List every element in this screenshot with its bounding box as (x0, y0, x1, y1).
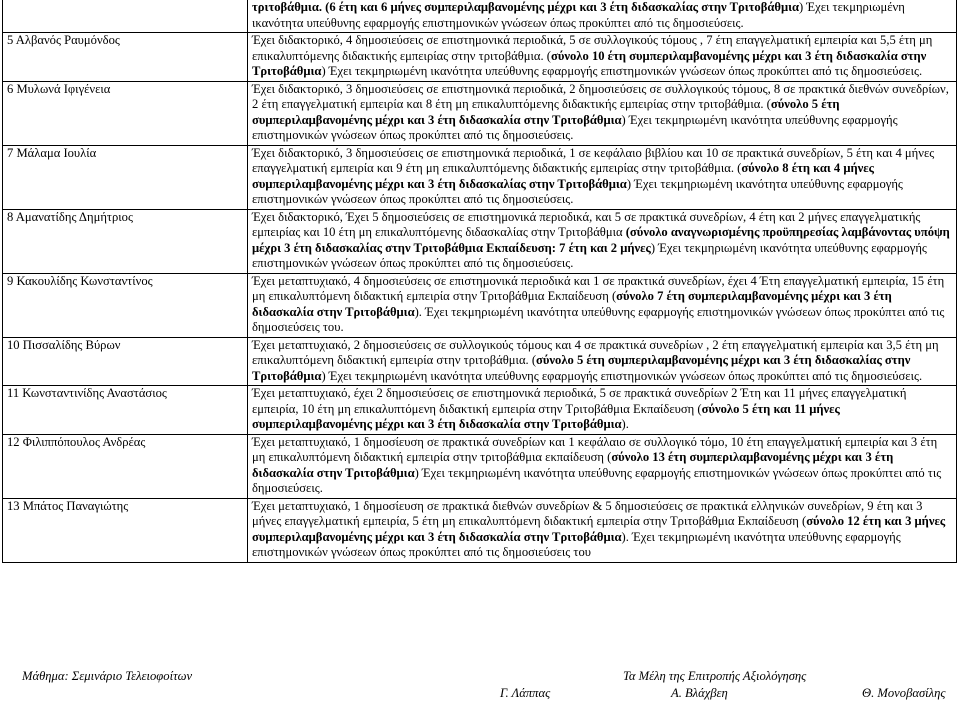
qualification-text: ). (621, 417, 629, 431)
table-row (3, 33, 957, 82)
candidate-name-cell: 7 Μάλαμα Ιουλία (3, 145, 248, 209)
qualification-text: Έχει διδακτορικό, 4 δημοσιεύσεις σε επιστημονικά περιοδικά, 5 σε συλλογικούς τόμους , 7 έτη επαγγελματική εμπειρία και 5,5 έτη μη επικαλυπτόμενης διδακτικής εμπειρίας στην τριτοβάθμια. ( (252, 33, 933, 63)
qualifications-cell (248, 273, 957, 337)
qualification-summary-text: τριτοβάθμια. (6 έτη και 6 μήνες συμπεριλαμβανομένης μέχρι και 3 έτη διδασκαλίας στην Τριτοβάθμια (252, 0, 800, 14)
qualifications-cell (248, 0, 957, 33)
candidate-name-cell: 11 Κωνσταντινίδης Αναστάσιος (3, 386, 248, 435)
qualification-text: ). Έχει τεκμηριωμένη ικανότητα υπεύθυνης εφαρμογής επιστημονικών γνώσεων όπως προκύπτει από τις δημοσιεύσεις του. (252, 304, 945, 334)
qualifications-cell (248, 81, 957, 145)
table-row (3, 273, 957, 337)
footer-line-2 (0, 686, 960, 701)
qualifications-cell (248, 209, 957, 273)
qualification-text: Έχει μεταπτυχιακό, 1 δημοσίευση σε πρακτικά συνεδρίων και 1 κεφάλαιο σε συλλογικό τόμο, 10 έτη επαγγελματική εμπειρία και 3 έτη μη επικαλυπτόμενη διδακτική εμπειρία στην τριτοβάθμια εκπαίδευση ( (252, 434, 938, 464)
candidate-name-cell: 10 Πισσαλίδης Βύρων (3, 337, 248, 386)
qualification-summary-text: (σύνολο αναγνωρισμένης προϋπηρεσίας λαμβάνοντας υπόψη μέχρι 3 έτη διδασκαλίας στην Τριτοβάθμια Εκπαίδευση: 7 έτη και 2 μήνες (252, 225, 950, 255)
qualification-summary-text: σύνολο 5 έτη συμπεριλαμβανομένης μέχρι και 3 έτη διδασκαλία στην Τριτοβάθμια (252, 97, 840, 127)
evaluation-table-body (3, 0, 957, 562)
candidate-name-cell: 6 Μυλωνά Ιφιγένεια (3, 81, 248, 145)
qualification-text: Έχει διδακτορικό, 3 δημοσιεύσεις σε επιστημονικά περιοδικά, 1 σε κεφάλαιο βιβλίου και 10 σε πρακτικά συνεδρίων, 5 έτη και 4 μήνες επαγγελματική εμπειρία και 9 έτη μη επικαλυπτόμενης διδακτικής εμπειρίας στην τριτοβάθμια. ( (252, 145, 935, 175)
qualifications-cell (248, 434, 957, 498)
table-row (3, 145, 957, 209)
footer-line-1 (0, 669, 960, 684)
qualification-text: ) Έχει τεκμηριωμένη ικανότητα υπεύθυνης εφαρμογής επιστημονικών γνώσεων όπως προκύπτει από τις δημοσιεύσεις. (252, 112, 898, 142)
table-row (3, 0, 957, 33)
qualifications-cell (248, 337, 957, 386)
qualifications-cell (248, 33, 957, 82)
candidate-name-cell: 12 Φιλιππόπουλος Ανδρέας (3, 434, 248, 498)
candidate-name-cell: 13 Μπάτος Παναγιώτης (3, 498, 248, 562)
qualification-text: ) Έχει τεκμηριωμένη ικανότητα υπεύθυνης εφαρμογής επιστημονικών γνώσεων όπως προκύπτει από τις δημοσιεύσεις. (252, 240, 927, 270)
qualification-text: Έχει μεταπτυχιακό, έχει 2 δημοσιεύσεις σε επιστημονικά περιοδικά, 5 σε πρακτικά συνεδρίων 2 Έτη και 11 μήνες επαγγελματική εμπειρία, 10 έτη μη επικαλυπτόμενη διδακτική εμπειρία στην Τριτοβάθμια Εκπαίδευση ( (252, 386, 907, 416)
qualification-text: ) Έχει τεκμηριωμένη ικανότητα υπεύθυνης εφαρμογής επιστημονικών γνώσεων όπως προκύπτει από τις δημοσιεύσεις. (252, 465, 942, 495)
table-row (3, 337, 957, 386)
footer-committee: Τα Μέλη της Επιτροπής Αξιολόγησης (623, 669, 807, 683)
qualifications-cell (248, 498, 957, 562)
qualification-text: Έχει διδακτορικό, Έχει 5 δημοσιεύσεις σε επιστημονικά περιοδικά, και 5 σε πρακτικά συνεδρίων, 4 έτη και 2 μήνες επαγγελματικής εμπειρίας και 10 έτη μη επικαλυπτόμενης διδασκαλίας στην Τριτοβάθμια (252, 209, 921, 239)
qualifications-cell (248, 386, 957, 435)
qualification-text: ) Έχει τεκμηριωμένη ικανότητα υπεύθυνης εφαρμογής επιστημονικών γνώσεων όπως προκύπτει από τις δημοσιεύσεις. (321, 368, 923, 383)
qualification-text: ) Έχει τεκμηριωμένη ικανότητα υπεύθυνης εφαρμογής επιστημονικών γνώσεων όπως προκύπτει από τις δημοσιεύσεις. (321, 64, 923, 78)
footer-member-1: Γ. Λάππας (500, 686, 551, 700)
qualification-text: Έχει μεταπτυχιακό, 1 δημοσίευση σε πρακτικά διεθνών συνεδρίων & 5 δημοσιεύσεις σε πρακτικά ελληνικών συνεδρίων, 9 έτη και 3 μήνες επαγγελματική εμπειρία, 5 έτη μη επικαλυπτόμενη διδακτική εμπειρία στην Τριτοβάθμια Εκπαίδευση ( (252, 498, 923, 528)
qualification-summary-text: σύνολο 13 έτη συμπεριλαμβανομένης μέχρι και 3 έτη διδασκαλία στην Τριτοβάθμια (252, 450, 894, 480)
qualification-text: ) Έχει τεκμηριωμένη ικανότητα υπεύθυνης εφαρμογής επιστημονικών γνώσεων όπως προκύπτει από τις δημοσιεύσεις. (252, 0, 905, 30)
qualification-summary-text: σύνολο 10 έτη συμπεριλαμβανομένης μέχρι και 3 έτη διδασκαλία στην Τριτοβάθμια (252, 48, 927, 78)
qualification-summary-text: σύνολο 5 έτη και 11 μήνες συμπεριλαμβανομένης μέχρι και 3 έτη διδασκαλία στην Τριτοβάθμια (252, 401, 840, 431)
candidate-name-cell: 8 Αμανατίδης Δημήτριος (3, 209, 248, 273)
candidate-name-cell (3, 0, 248, 33)
qualification-text: ) Έχει τεκμηριωμένη ικανότητα υπεύθυνης εφαρμογής επιστημονικών γνώσεων όπως προκύπτει από τις δημοσιεύσεις. (252, 176, 903, 206)
qualification-summary-text: σύνολο 12 έτη και 3 μήνες συμπεριλαμβανομένης μέχρι και 3 έτη διδασκαλία στην Τριτοβάθμια (252, 514, 946, 544)
qualification-summary-text: σύνολο 8 έτη και 4 μήνες συμπεριλαμβανομένης μέχρι και 3 έτη διδασκαλίας στην Τριτοβάθμια (252, 161, 874, 191)
qualification-text: Έχει διδακτορικό, 3 δημοσιεύσεις σε επιστημονικά περιοδικά, 2 δημοσιεύσεις σε συλλογικούς τόμους, 8 σε πρακτικά διεθνών συνεδρίων, 2 έτη επαγγελματική εμπειρία και 8 έτη μη επικαλυπτόμενης διδακτικής εμπειρίας στην τριτοβάθμια. ( (252, 81, 949, 111)
table-row (3, 434, 957, 498)
qualification-text: ). Έχει τεκμηριωμένη ικανότητα υπεύθυνης εφαρμογής επιστημονικών γνώσεων όπως προκύπτει από τις δημοσιεύσεις του (252, 529, 901, 559)
qualification-text: Έχει μεταπτυχιακό, 4 δημοσιεύσεις σε επιστημονικά περιοδικά και 1 σε πρακτικά συνεδρίων, έχει 4 Έτη επαγγελματική εμπειρία, 15 έτη μη επικαλυπτόμενη διδακτική εμπειρία στην Τριτοβάθμια Εκπαίδευση ( (252, 273, 945, 303)
evaluation-table (2, 0, 957, 563)
qualification-text: Έχει μεταπτυχιακό, 2 δημοσιεύσεις σε συλλογικούς τόμους και 4 σε πρακτικά συνεδρίων , 2 έτη επαγγελματική εμπειρία και 3,5 έτη μη επικαλυπτόμενη διδακτική εμπειρία στην τριτοβάθμια. ( (252, 337, 939, 367)
footer-course: Μάθημα: Σεμινάριο Τελειοφοίτων (22, 669, 193, 683)
qualification-summary-text: σύνολο 7 έτη συμπεριλαμβανομένης μέχρι και 3 έτη διδασκαλία στην Τριτοβάθμια (252, 289, 892, 319)
candidate-name-cell: 9 Κακουλίδης Κωνσταντίνος (3, 273, 248, 337)
footer-member-2: Α. Βλάχβεη (671, 686, 728, 700)
table-row (3, 81, 957, 145)
table-row (3, 498, 957, 562)
footer-member-3: Θ. Μονοβασίλης (862, 686, 946, 700)
candidate-name-cell: 5 Αλβανός Ραυμόνδος (3, 33, 248, 82)
table-row (3, 386, 957, 435)
table-row (3, 209, 957, 273)
qualifications-cell (248, 145, 957, 209)
qualification-summary-text: σύνολο 5 έτη συμπεριλαμβανομένης μέχρι και 3 έτη διδασκαλίας στην Τριτοβάθμια (252, 353, 911, 383)
